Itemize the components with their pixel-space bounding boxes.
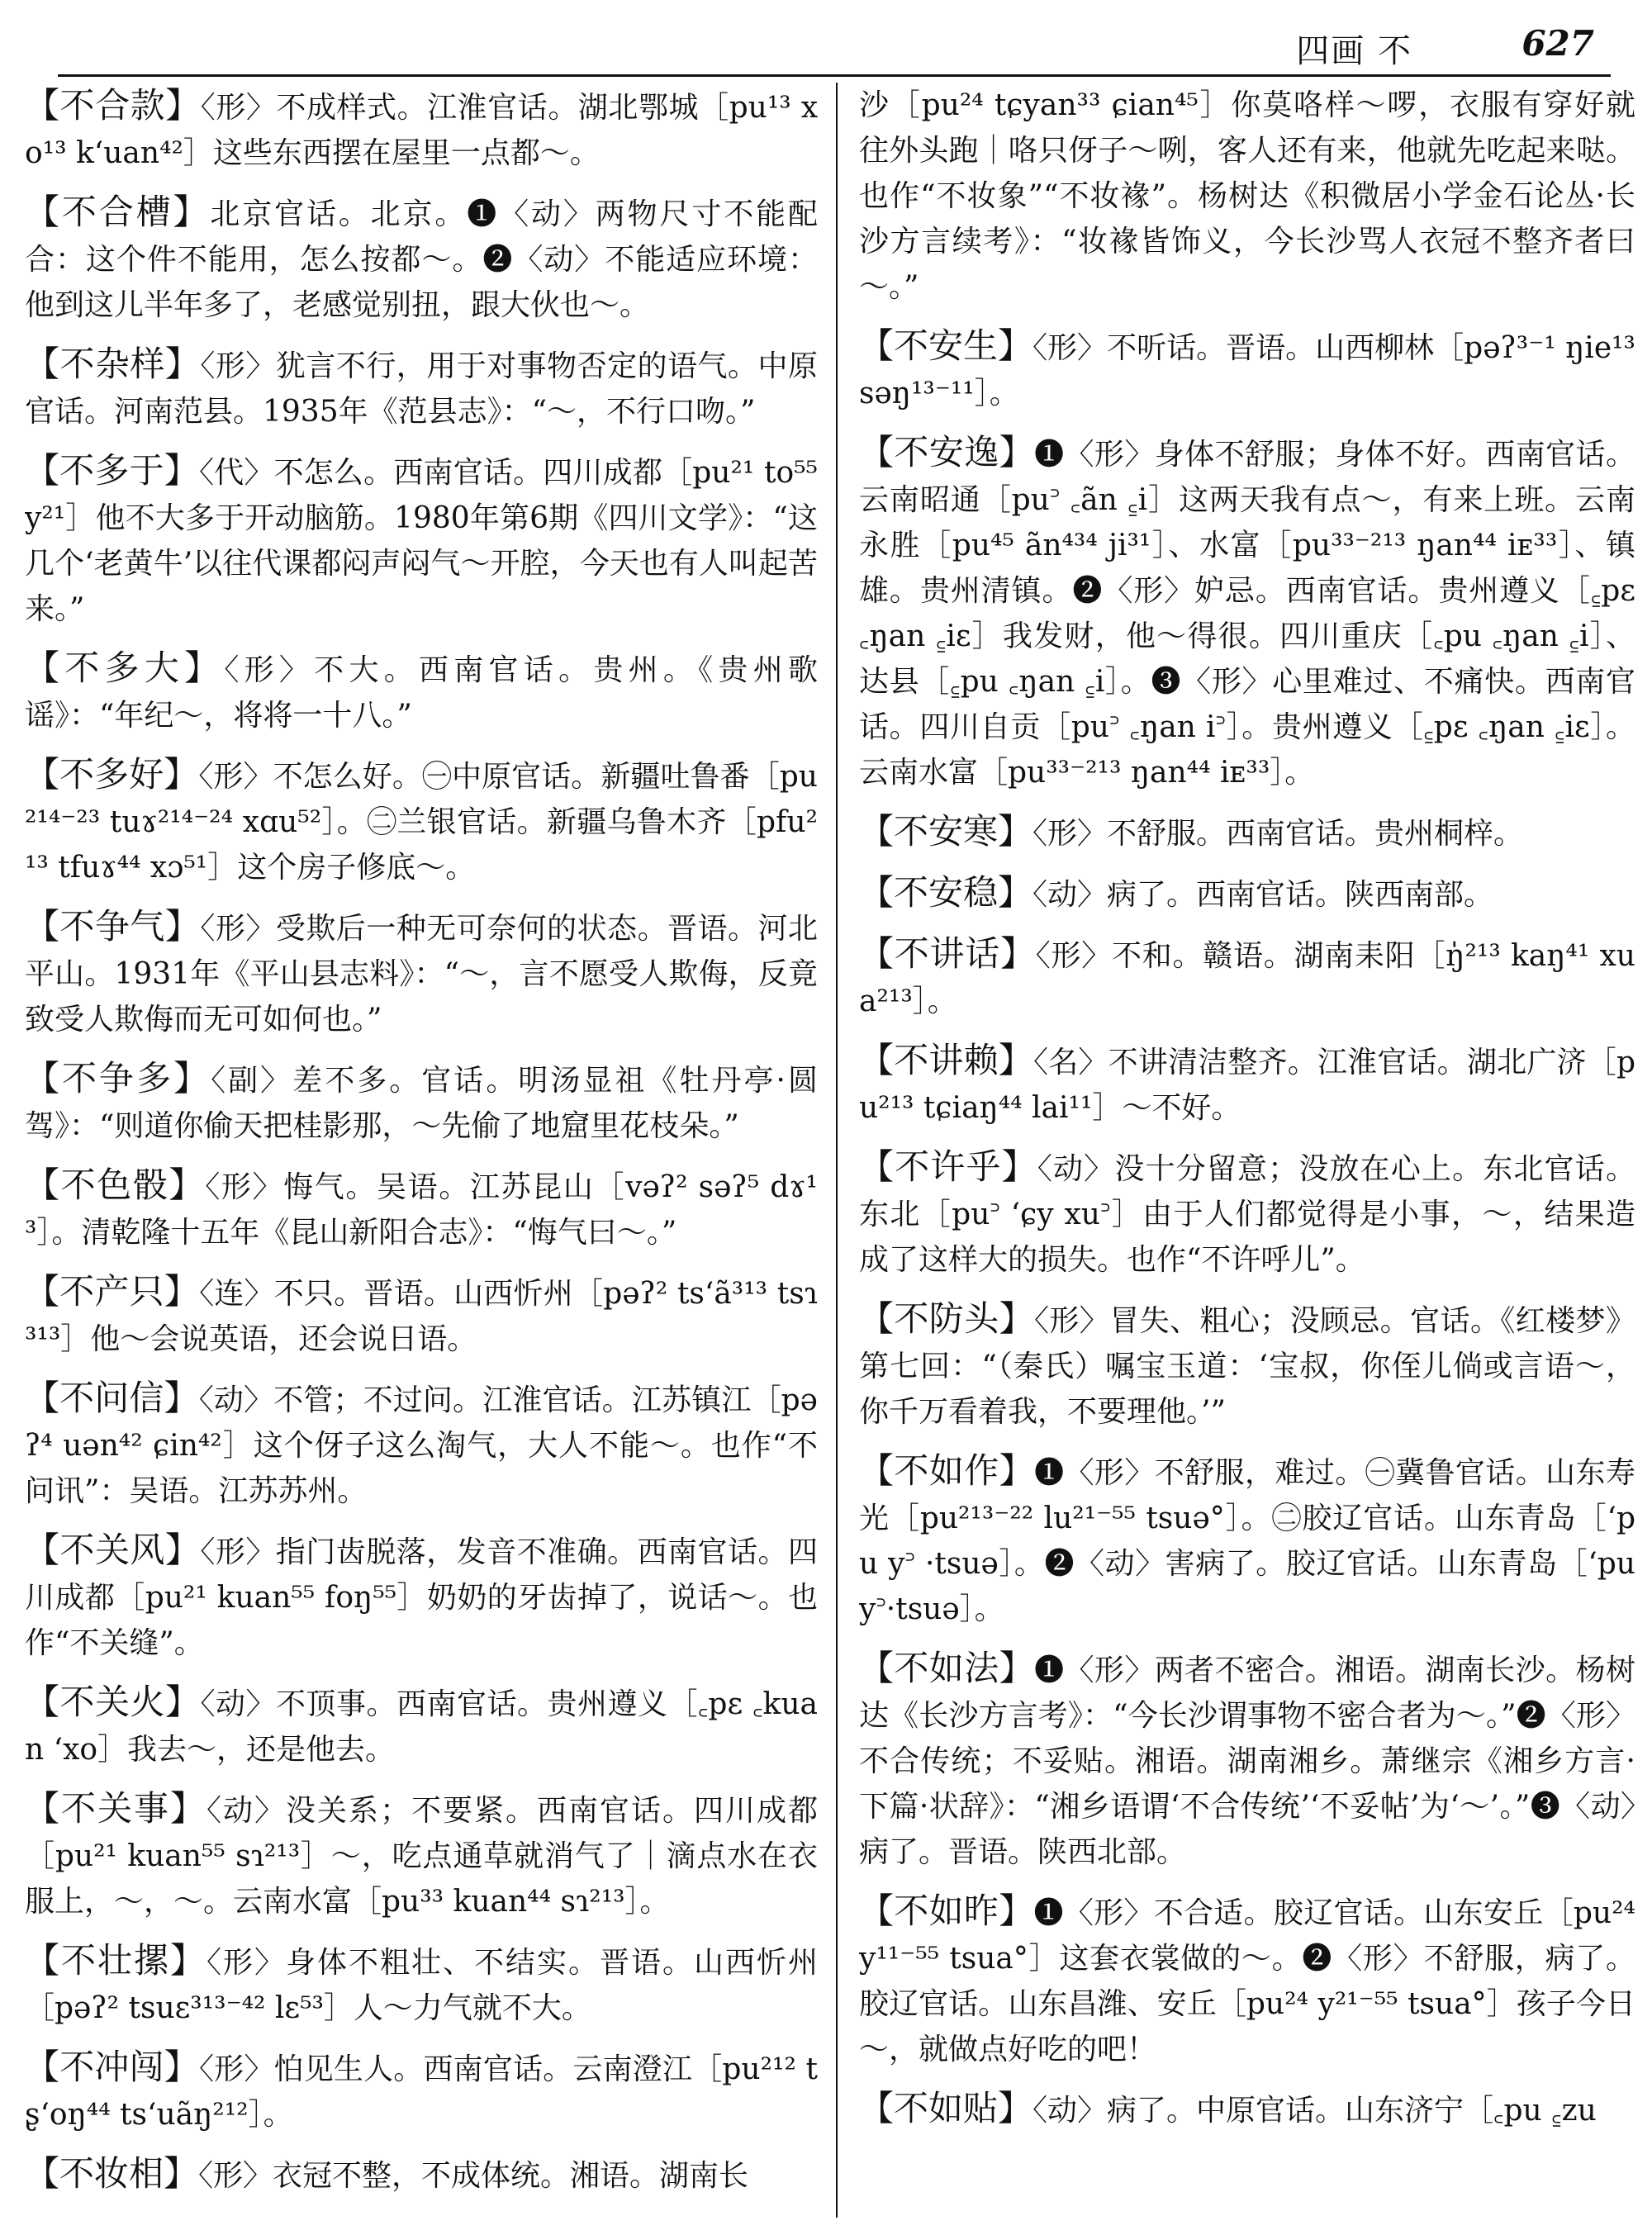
- entry-definition: 〈动〉没关系；不要紧。西南官话。四川成都［pu²¹ kuan⁵⁵ sɿ²¹³］～，吃点通草就消气了｜滴点水在衣服上，～，～。云南水富［pu³³ kuan⁴⁴ sɿ²¹³］。: [25, 1794, 818, 1919]
- dictionary-entry: [859, 1888, 1635, 2072]
- entry-headword: 【不许乎】: [859, 1146, 1037, 1187]
- entry-headword: 【不安寒】: [859, 811, 1033, 852]
- column-divider: [836, 83, 838, 2218]
- dictionary-entry: [25, 1269, 818, 1362]
- entry-definition: 〈形〉不和。赣语。湖南耒阳［ŋ̍²¹³ kaŋ⁴¹ xua²¹³］。: [859, 939, 1635, 1018]
- entry-definition: ❶〈形〉两者不密合。湘语。湖南长沙。杨树达《长沙方言考》：“今长沙谓事物不密合者为～。”❷〈形〉不合传统；不妥贴。湘语。湖南湘乡。萧继宗《湘乡方言·下篇·状辞》：“湘乡语谓‘不合传统’‘不妥帖’为‘～’。”❸〈动〉病了。晋语。陕西北部。: [859, 1654, 1635, 1869]
- dictionary-entry: [859, 1296, 1635, 1435]
- entry-headword: 【不壮摞】: [25, 1940, 206, 1981]
- dictionary-entry: [25, 341, 818, 434]
- entry-headword: 【不冲闯】: [25, 2047, 199, 2087]
- entry-headword: 【不多好】: [25, 754, 199, 795]
- entry-headword: 【不争多】: [25, 1058, 211, 1098]
- entry-definition: 〈形〉犹言不行，用于对事物否定的语气。中原官话。河南范县。1935年《范县志》：“～，不行口吻。”: [25, 349, 818, 429]
- entry-headword: 【不安逸】: [859, 432, 1035, 472]
- entry-headword: 【不关风】: [25, 1530, 201, 1570]
- entry-headword: 【不多大】: [25, 648, 225, 688]
- entry-definition: 〈连〉不只。晋语。山西忻州［pəʔ² ts‘ã³¹³ tsɿ³¹³］他～会说英语，还会说日语。: [25, 1277, 818, 1356]
- left-column: [25, 83, 818, 2218]
- entry-definition: 〈形〉不大。西南官话。贵州。《贵州歌谣》：“年纪～，将将一十八。”: [25, 653, 818, 733]
- entry-definition: ❶〈形〉不舒服，难过。㊀冀鲁官话。山东寿光［pu²¹³⁻²² lu²¹⁻⁵⁵ tsuə°］。㊁胶辽官话。山东青岛［‘pu y꜄ ·tsuə］。❷〈动〉害病了。胶辽官话。山东青岛［‘pu y꜄·tsuə］。: [859, 1456, 1635, 1626]
- entry-headword: 【不关事】: [25, 1788, 206, 1829]
- entry-headword: 【不讲赖】: [859, 1040, 1033, 1080]
- entry-headword: 【不如作】: [859, 1450, 1035, 1491]
- entry-definition: 〈动〉不顶事。西南官话。贵州遵义［꜀pɛ ꜀kuan ‘xo］我去～，还是他去。: [25, 1687, 818, 1767]
- entry-headword: 【不安稳】: [859, 872, 1033, 913]
- dictionary-entry: [25, 1162, 818, 1255]
- entry-definition: 〈名〉不讲清洁整齐。江淮官话。湖北广济［pu²¹³ tɕiaŋ⁴⁴ lai¹¹］～不好。: [859, 1046, 1635, 1125]
- dictionary-entry: [25, 1938, 818, 2031]
- entry-headword: 【不如昨】: [859, 1891, 1034, 1931]
- entry-definition: ❶〈形〉身体不舒服；身体不好。西南官话。云南昭通［pu꜄ ꜀ãn ꜁i］这两天我有点～，有来上班。云南永胜［pu⁴⁵ ãn⁴³⁴ ji³¹］、水富［pu³³⁻²¹³ ŋan⁴⁴ iᴇ³³］、镇雄。贵州清镇。❷〈形〉妒忌。西南官话。贵州遵义［꜁pɛ ꜀ŋan ꜁iɛ］我发财，他～得很。四川重庆［꜀pu ꜀ŋan ꜁i］、达县［꜁pu ꜀ŋan ꜁i］。❸〈形〉心里难过、不痛快。西南官话。四川自贡［pu꜄ ꜀ŋan i꜄］。贵州遵义［꜁pɛ ꜀ŋan ꜁iɛ］。云南水富［pu³³⁻²¹³ ŋan⁴⁴ iᴇ³³］。: [859, 438, 1635, 790]
- entry-definition: 〈代〉不怎么。西南官话。四川成都［pu²¹ to⁵⁵ y²¹］他不大多于开动脑筋。1980年第6期《四川文学》：“这几个‘老黄牛’以往代课都闷声闷气～开腔，今天也有人叫起苦来。”: [25, 456, 818, 626]
- entry-headword: 【不争气】: [25, 906, 201, 947]
- right-column: [859, 83, 1635, 2218]
- entry-definition: 〈形〉不舒服。西南官话。贵州桐梓。: [1032, 817, 1524, 851]
- dictionary-entry: [859, 1448, 1635, 1632]
- entry-definition: ❶〈形〉不合适。胶辽官话。山东安丘［pu²⁴ y¹¹⁻⁵⁵ tsua°］这套衣裳做的～。❷〈形〉不舒服，病了。胶辽官话。山东昌潍、安丘［pu²⁴ y²¹⁻⁵⁵ tsua°］孩子今日～，就做点好吃的吧！: [859, 1896, 1635, 2066]
- entry-definition: 〈形〉身体不粗壮、不结实。晋语。山西忻州［pəʔ² tsuɛ³¹³⁻⁴² lɛ⁵³］人～力气就不大。: [25, 1946, 818, 2025]
- entry-headword: 【不合款】: [25, 85, 201, 126]
- dictionary-entry: [25, 83, 818, 176]
- entry-headword: 【不讲话】: [859, 933, 1036, 974]
- entry-definition: 〈形〉受欺后一种无可奈何的状态。晋语。河北平山。1931年《平山县志料》：“～，言不愿受人欺侮，反竟致受人欺侮而无可如何也。”: [25, 912, 818, 1037]
- dictionary-entry: [859, 931, 1635, 1024]
- dictionary-entry: [25, 904, 818, 1042]
- entry-headword: 【不防头】: [859, 1298, 1034, 1339]
- entry-headword: 【不如贴】: [859, 2088, 1033, 2128]
- entry-definition: 〈形〉衣冠不整，不成体统。湘语。湖南长: [198, 2159, 749, 2193]
- dictionary-entry: [25, 1375, 818, 1514]
- entry-definition: 〈动〉不管；不过问。江淮官话。江苏镇江［pəʔ⁴ uən⁴² ɕin⁴²］这个伢子这么淘气，大人不能～。也作“不问讯”：吴语。江苏苏州。: [25, 1383, 818, 1508]
- page-header: [58, 17, 1611, 77]
- entry-headword: 【不合槽】: [25, 192, 211, 232]
- dictionary-entry: [859, 870, 1635, 918]
- entry-headword: 【不产只】: [25, 1271, 200, 1312]
- dictionary-entry: [859, 1144, 1635, 1283]
- entry-definition: 〈形〉冒失、粗心；没顾忌。官话。《红楼梦》第七回：“（秦氏）嘱宝玉道：‘宝叔，你侄儿倘或言语～，你千万看着我，不要理他。’”: [859, 1304, 1635, 1429]
- entry-continuation: 沙［pu²⁴ tɕyan³³ ɕian⁴⁵］你莫咯样～啰，衣服有穿好就往外头跑｜咯只伢子～咧，客人还有来，他就先吃起来哒。也作“不妆象”“不妆褖”。杨树达《积微居小学金石论丛·长沙方言续考》：“妆褖皆饰义，今长沙骂人衣冠不整齐者曰～。”: [859, 88, 1635, 304]
- dictionary-entry: [25, 1527, 818, 1666]
- dictionary-entry: [859, 323, 1635, 416]
- entry-headword: 【不关火】: [25, 1682, 201, 1722]
- entry-definition: 〈形〉悔气。吴语。江苏昆山［vəʔ² səʔ⁵ dɤ¹³］。清乾隆十五年《昆山新阳合志》：“悔气曰～。”: [25, 1170, 818, 1250]
- entry-definition: 〈动〉病了。中原官话。山东济宁［꜀pu ꜁zu: [1032, 2094, 1597, 2128]
- dictionary-entry: [25, 1679, 818, 1772]
- dictionary-entry: [859, 1645, 1635, 1875]
- entry-definition: 〈形〉不听话。晋语。山西柳林［pəʔ³⁻¹ ŋie¹³ səŋ¹³⁻¹¹］。: [859, 331, 1635, 410]
- entry-headword: 【不多于】: [25, 450, 199, 491]
- entry-headword: 【不杂样】: [25, 344, 201, 384]
- entry-definition: 〈形〉不成样式。江淮官话。湖北鄂城［pu¹³ xo¹³ k‘uan⁴²］这些东西摆在屋里一点都～。: [25, 91, 818, 170]
- entry-definition: 〈副〉差不多。官话。明汤显祖《牡丹亭·圆驾》：“则道你偷天把桂影那，～先偷了地窟里花枝朵。”: [25, 1064, 818, 1143]
- entry-definition: 〈动〉病了。西南官话。陕西南部。: [1032, 878, 1494, 912]
- dictionary-entry: [25, 1056, 818, 1149]
- dictionary-entry: [25, 448, 818, 632]
- dictionary-entry: [25, 189, 818, 328]
- entry-headword: 【不如法】: [859, 1648, 1035, 1688]
- entry-definition: 北京官话。北京。❶〈动〉两物尺寸不能配合：这个件不能用，怎么按都～。❷〈动〉不能适应环境：他到这儿半年多了，老感觉别扭，跟大伙也～。: [25, 197, 818, 322]
- dictionary-entry: [859, 809, 1635, 856]
- page-number: 627: [1521, 23, 1594, 64]
- entry-definition: 〈形〉不怎么好。㊀中原官话。新疆吐鲁番［pu²¹⁴⁻²³ tuɤ²¹⁴⁻²⁴ xɑu⁵²］。㊁兰银官话。新疆乌鲁木齐［pfu²¹³ tfuɤ⁴⁴ xɔ⁵¹］这个房子修底～。: [25, 760, 818, 885]
- dictionary-entry: [859, 1037, 1635, 1131]
- section-heading: 四画 不: [1296, 32, 1412, 70]
- entry-headword: 【不妆相】: [25, 2153, 199, 2194]
- entry-definition: 〈形〉指门齿脱落，发音不准确。西南官话。四川成都［pu²¹ kuan⁵⁵ foŋ⁵⁵］奶奶的牙齿掉了，说话～。也作“不关缝”。: [25, 1535, 818, 1660]
- dictionary-entry: [25, 2044, 818, 2137]
- dictionary-entry: [25, 645, 818, 738]
- entry-headword: 【不安生】: [859, 325, 1033, 366]
- dictionary-entry: [25, 1786, 818, 1924]
- dictionary-entry: [859, 2085, 1635, 2133]
- entry-definition: 〈动〉没十分留意；没放在心上。东北官话。东北［pu꜄ ‘ɕy xu꜄］由于人们都觉得是小事，～，结果造成了这样大的损失。也作“不许呼儿”。: [859, 1152, 1635, 1277]
- entry-headword: 【不问信】: [25, 1378, 199, 1418]
- dictionary-entry: [25, 752, 818, 890]
- entry-definition: 〈形〉怕见生人。西南官话。云南澄江［pu²¹² tʂ‘oŋ⁴⁴ ts‘uãŋ²¹²］。: [25, 2052, 818, 2132]
- dictionary-entry: [859, 429, 1635, 795]
- dictionary-entry: [25, 2151, 818, 2199]
- entry-headword: 【不色骰】: [25, 1165, 206, 1205]
